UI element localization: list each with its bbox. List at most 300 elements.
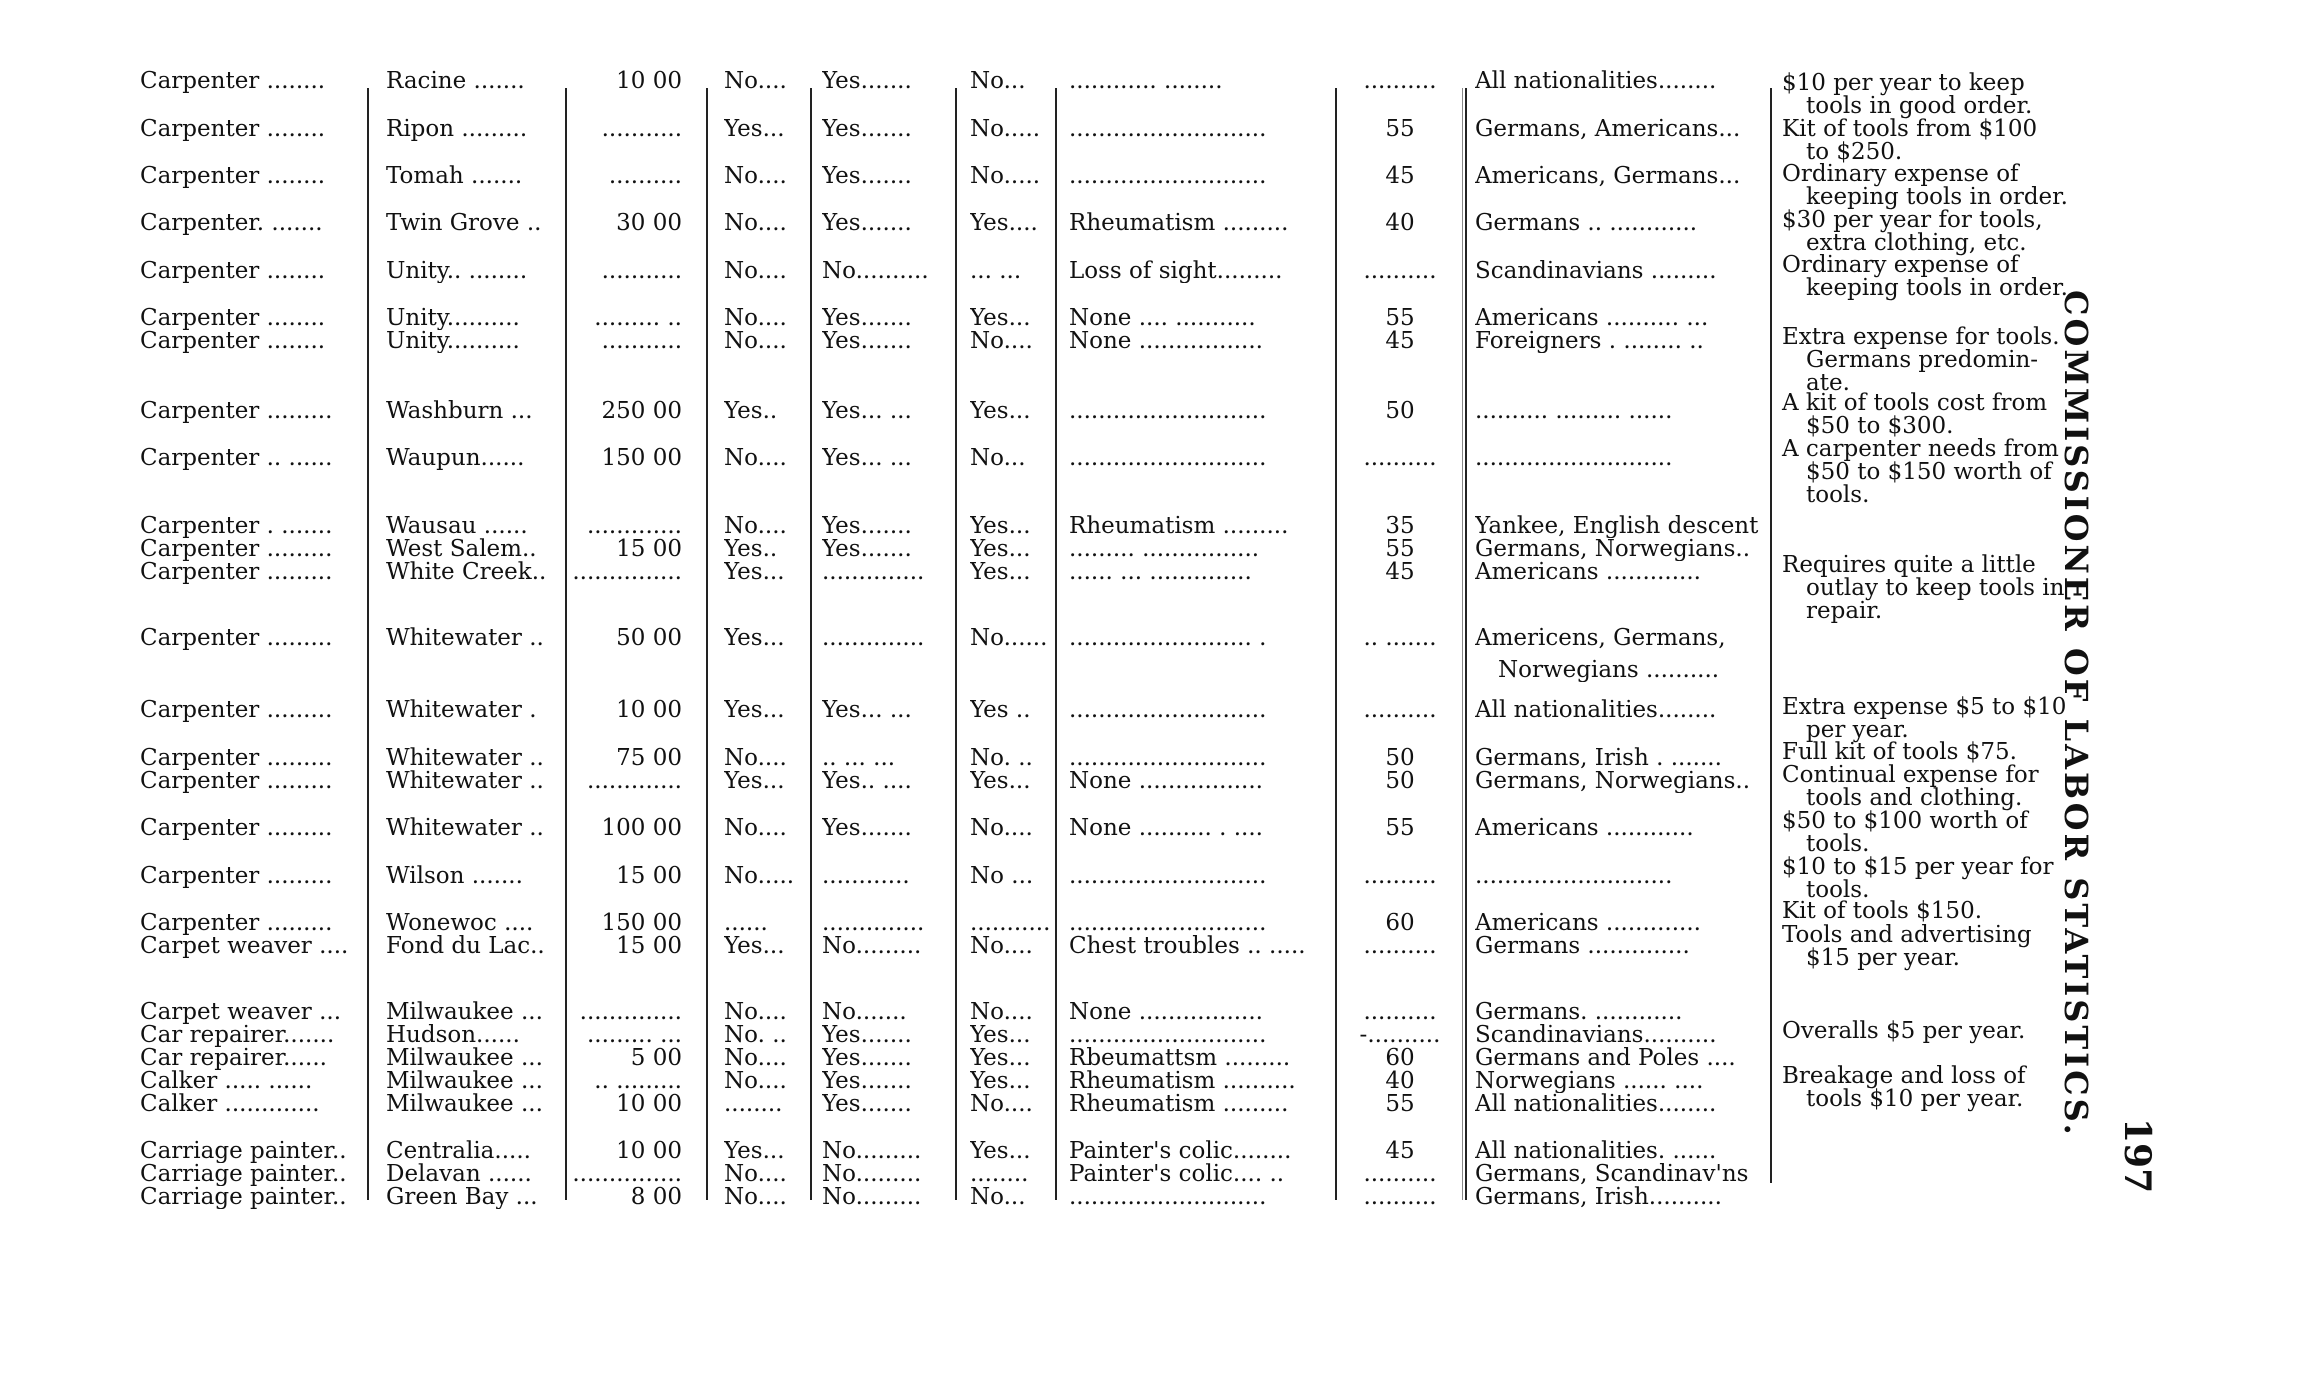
- cell-amt: 10 00: [616, 1092, 682, 1116]
- cell-disease: ...........................: [1069, 446, 1267, 470]
- cell-nat: Germans, Americans...: [1475, 117, 1741, 141]
- cell-c3: No....: [970, 329, 1033, 353]
- cell-c1: No....: [724, 306, 787, 330]
- cell-disease: ......................... .: [1069, 626, 1267, 650]
- column-rule: [1770, 88, 1772, 1183]
- cell-occ: Carriage painter..: [140, 1185, 347, 1209]
- remark: [1782, 810, 2028, 856]
- remark-line: tools $10 per year.: [1806, 1086, 2024, 1112]
- column-rule: [810, 88, 812, 1200]
- cell-amt: 15 00: [616, 934, 682, 958]
- cell-c2: No.........: [822, 1162, 922, 1186]
- remark-line: keeping tools in order.: [1806, 184, 2068, 210]
- cell-c2: No.........: [822, 934, 922, 958]
- cell-occ: Carpenter ........: [140, 164, 326, 188]
- remark: [1782, 438, 2059, 507]
- cell-occ: Carpet weaver ...: [140, 1000, 342, 1024]
- cell-c1: No....: [724, 1185, 787, 1209]
- cell-c1: No....: [724, 1000, 787, 1024]
- cell-amt: .............: [586, 769, 682, 793]
- cell-age: 45: [1385, 164, 1415, 188]
- remark: [1782, 741, 2017, 764]
- cell-c2: No..........: [822, 259, 929, 283]
- cell-nat: Americans .............: [1475, 911, 1701, 935]
- cell-amt: 15 00: [616, 537, 682, 561]
- cell-c1: No....: [724, 259, 787, 283]
- cell-age: ..........: [1363, 864, 1437, 888]
- cell-loc: Milwaukee ...: [386, 1046, 543, 1070]
- cell-loc: Milwaukee ...: [386, 1069, 543, 1093]
- cell-loc: Wilson .......: [386, 864, 523, 888]
- cell-nat: Germans, Norwegians..: [1475, 537, 1751, 561]
- cell-c1: No....: [724, 816, 787, 840]
- cell-age: 60: [1385, 1046, 1415, 1070]
- cell-c1: No....: [724, 446, 787, 470]
- cell-nat: Foreigners . ........ ..: [1475, 329, 1704, 353]
- cell-age: 40: [1385, 1069, 1415, 1093]
- column-rule: [367, 88, 369, 1200]
- cell-disease: ...........................: [1069, 1023, 1267, 1047]
- cell-c1: No....: [724, 1046, 787, 1070]
- cell-c2: Yes.......: [822, 164, 912, 188]
- cell-amt: 150 00: [601, 911, 682, 935]
- cell-occ: Car repairer......: [140, 1046, 327, 1070]
- cell-loc: Milwaukee ...: [386, 1000, 543, 1024]
- cell-c2: Yes.......: [822, 117, 912, 141]
- cell-age: 40: [1385, 211, 1415, 235]
- cell-amt: .. .........: [594, 1069, 682, 1093]
- cell-c1: No....: [724, 211, 787, 235]
- cell-loc: Unity.. ........: [386, 259, 528, 283]
- cell-age: ..........: [1363, 698, 1437, 722]
- cell-c3: Yes...: [970, 537, 1031, 561]
- cell-nat: Germans. ............: [1475, 1000, 1683, 1024]
- cell-amt: .............: [586, 514, 682, 538]
- cell-c3: Yes...: [970, 560, 1031, 584]
- cell-c2: ..............: [822, 911, 925, 935]
- cell-occ: Carriage painter..: [140, 1139, 347, 1163]
- cell-amt: 15 00: [616, 864, 682, 888]
- cell-c2: Yes.......: [822, 1023, 912, 1047]
- cell-disease: ...........................: [1069, 864, 1267, 888]
- remark-line: A kit of tools cost from: [1782, 390, 2048, 416]
- cell-occ: Carpenter .........: [140, 769, 333, 793]
- cell-c1: ........: [724, 1092, 783, 1116]
- cell-c2: Yes.......: [822, 514, 912, 538]
- cell-nat: Americans ............: [1475, 816, 1694, 840]
- remark-line: $10 to $15 per year for: [1782, 854, 2054, 880]
- cell-amt: 10 00: [616, 69, 682, 93]
- cell-c3: No.....: [970, 117, 1041, 141]
- cell-occ: Carpenter ........: [140, 117, 326, 141]
- cell-nat: Americans .............: [1475, 560, 1701, 584]
- cell-c3: No....: [970, 1000, 1033, 1024]
- cell-c2: Yes... ...: [822, 446, 912, 470]
- cell-age: 50: [1385, 746, 1415, 770]
- cell-c2: ..............: [822, 560, 925, 584]
- column-rule: [1465, 88, 1467, 1200]
- remark-line: $50 to $100 worth of: [1782, 808, 2028, 834]
- cell-c2: ............: [822, 864, 910, 888]
- remark-line: Full kit of tools $75.: [1782, 739, 2017, 765]
- cell-nat: Germans and Poles ....: [1475, 1046, 1736, 1070]
- remark-line: tools.: [1806, 877, 1870, 903]
- remark-line: tools.: [1806, 482, 1870, 508]
- cell-disease: ...... ... ..............: [1069, 560, 1252, 584]
- cell-disease: Painter's colic.... ..: [1069, 1162, 1285, 1186]
- cell-nat: .......... ......... ......: [1475, 399, 1673, 423]
- column-rule: [706, 88, 708, 1200]
- cell-loc: Whitewater ..: [386, 746, 544, 770]
- cell-c3: No...: [970, 1185, 1026, 1209]
- cell-nat: All nationalities........: [1475, 69, 1717, 93]
- cell-nat: All nationalities........: [1475, 698, 1717, 722]
- remark-line: repair.: [1806, 598, 1883, 624]
- cell-loc: Whitewater .: [386, 698, 537, 722]
- cell-amt: 75 00: [616, 746, 682, 770]
- cell-nat: Scandinavians .........: [1475, 259, 1717, 283]
- cell-c1: No....: [724, 746, 787, 770]
- cell-age: ..........: [1363, 1162, 1437, 1186]
- cell-c3: No....: [970, 816, 1033, 840]
- cell-c2: Yes.. ....: [822, 769, 912, 793]
- cell-c1: Yes...: [724, 560, 785, 584]
- cell-nat: Germans, Norwegians..: [1475, 769, 1751, 793]
- remark: [1782, 72, 2032, 118]
- cell-loc: Tomah .......: [386, 164, 523, 188]
- cell-occ: Carriage painter..: [140, 1162, 347, 1186]
- cell-age: 55: [1385, 306, 1415, 330]
- cell-c2: .. ... ...: [822, 746, 896, 770]
- cell-occ: Carpenter .........: [140, 626, 333, 650]
- cell-c2: No.........: [822, 1139, 922, 1163]
- cell-disease: Rheumatism ..........: [1069, 1069, 1296, 1093]
- remark: [1782, 1065, 2026, 1111]
- cell-age: 50: [1385, 399, 1415, 423]
- cell-c3: No....: [970, 934, 1033, 958]
- cell-nat: ...........................: [1475, 864, 1673, 888]
- cell-occ: Carpenter . .......: [140, 514, 333, 538]
- cell-nat: Germans, Scandinav'ns: [1475, 1162, 1749, 1186]
- cell-loc: White Creek..: [386, 560, 547, 584]
- cell-amt: ......... ..: [594, 306, 682, 330]
- cell-age: -..........: [1359, 1023, 1441, 1047]
- cell-c2: Yes.......: [822, 69, 912, 93]
- remark-line: keeping tools in order.: [1806, 275, 2068, 301]
- cell-c1: No.....: [724, 864, 795, 888]
- remark: [1782, 924, 2032, 970]
- cell-loc: Green Bay ...: [386, 1185, 538, 1209]
- cell-nat: Scandinavians..........: [1475, 1023, 1717, 1047]
- cell-occ: Carpenter .........: [140, 537, 333, 561]
- cell-occ: Carpenter. .......: [140, 211, 323, 235]
- cell-occ: Carpenter .........: [140, 816, 333, 840]
- cell-c1: Yes...: [724, 117, 785, 141]
- cell-occ: Carpenter .........: [140, 864, 333, 888]
- cell-age: 35: [1385, 514, 1415, 538]
- remark-line: $10 per year to keep: [1782, 70, 2025, 96]
- cell-occ: Carpet weaver ....: [140, 934, 349, 958]
- cell-occ: Carpenter .........: [140, 746, 333, 770]
- cell-age: ..........: [1363, 1185, 1437, 1209]
- cell-c3: Yes...: [970, 1069, 1031, 1093]
- remark-line: Tools and advertising: [1782, 922, 2032, 948]
- cell-age: ..........: [1363, 934, 1437, 958]
- cell-amt: 5 00: [630, 1046, 682, 1070]
- cell-c3: No...: [970, 69, 1026, 93]
- cell-c2: Yes.......: [822, 1092, 912, 1116]
- cell-nat: Yankee, English descent: [1475, 514, 1759, 538]
- cell-amt: 8 00: [630, 1185, 682, 1209]
- cell-c3: ........: [970, 1162, 1029, 1186]
- cell-c3: ... ...: [970, 259, 1022, 283]
- cell-age: 45: [1385, 1139, 1415, 1163]
- cell-nat: All nationalities. ......: [1475, 1139, 1717, 1163]
- cell-amt: ..........: [608, 164, 682, 188]
- cell-c3: No....: [970, 1092, 1033, 1116]
- cell-loc: Wausau ......: [386, 514, 528, 538]
- cell-c3: Yes...: [970, 306, 1031, 330]
- cell-disease: ...........................: [1069, 698, 1267, 722]
- cell-age: 50: [1385, 769, 1415, 793]
- remark-line: Breakage and loss of: [1782, 1063, 2026, 1089]
- remark: [1782, 696, 2066, 742]
- cell-amt: 150 00: [601, 446, 682, 470]
- cell-loc: Waupun......: [386, 446, 525, 470]
- remark-line: Extra expense for tools.: [1782, 324, 2060, 350]
- cell-c1: No....: [724, 1162, 787, 1186]
- running-head: COMMISSIONER OF LABOR STATISTICS.: [2057, 290, 2095, 1138]
- cell-c2: Yes... ...: [822, 399, 912, 423]
- remark-line: extra clothing, etc.: [1806, 230, 2027, 256]
- remark-line: $15 per year.: [1806, 945, 1960, 971]
- cell-loc: Fond du Lac..: [386, 934, 545, 958]
- cell-disease: ......... ................: [1069, 537, 1260, 561]
- remark-line: $50 to $300.: [1806, 413, 1954, 439]
- remark: [1782, 118, 2037, 164]
- cell-c1: Yes...: [724, 769, 785, 793]
- cell-c3: No...: [970, 446, 1026, 470]
- cell-age: ..........: [1363, 259, 1437, 283]
- remark: [1782, 392, 2047, 438]
- cell-c3: No......: [970, 626, 1048, 650]
- cell-c2: Yes... ...: [822, 698, 912, 722]
- cell-age: 60: [1385, 911, 1415, 935]
- cell-occ: Carpenter .........: [140, 911, 333, 935]
- cell-loc: Hudson......: [386, 1023, 520, 1047]
- cell-c3: Yes...: [970, 399, 1031, 423]
- cell-occ: Carpenter .........: [140, 560, 333, 584]
- cell-loc: Twin Grove ..: [386, 211, 542, 235]
- cell-nat: Germans, Irish..........: [1475, 1185, 1722, 1209]
- cell-disease: Loss of sight.........: [1069, 259, 1283, 283]
- cell-c2: Yes.......: [822, 306, 912, 330]
- cell-c2: ..............: [822, 626, 925, 650]
- cell-c2: Yes.......: [822, 1046, 912, 1070]
- cell-occ: Calker .............: [140, 1092, 320, 1116]
- remark: [1782, 209, 2043, 255]
- remark-line: Extra expense $5 to $10: [1782, 694, 2067, 720]
- cell-age: 55: [1385, 1092, 1415, 1116]
- cell-c1: No....: [724, 329, 787, 353]
- remark-line: Continual expense for: [1782, 762, 2039, 788]
- cell-disease: ...........................: [1069, 1185, 1267, 1209]
- remark-line: ate.: [1806, 370, 1850, 396]
- cell-disease: ...........................: [1069, 399, 1267, 423]
- cell-nat: Germans .. ............: [1475, 211, 1698, 235]
- cell-amt: 10 00: [616, 1139, 682, 1163]
- cell-amt: 100 00: [601, 816, 682, 840]
- cell-nat: Norwegians ...... ....: [1475, 1069, 1704, 1093]
- cell-c3: Yes...: [970, 1023, 1031, 1047]
- cell-loc: Wonewoc ....: [386, 911, 534, 935]
- cell-nat: Americans .......... ...: [1475, 306, 1709, 330]
- cell-c1: ......: [724, 911, 768, 935]
- cell-age: 55: [1385, 117, 1415, 141]
- cell-occ: Calker ..... ......: [140, 1069, 313, 1093]
- cell-age: ..........: [1363, 1000, 1437, 1024]
- cell-age: 55: [1385, 537, 1415, 561]
- remark: [1782, 163, 2068, 209]
- cell-occ: Carpenter ........: [140, 329, 326, 353]
- remark-line: Kit of tools $150.: [1782, 898, 1983, 924]
- remark-line: Kit of tools from $100: [1782, 116, 2038, 142]
- cell-c1: No....: [724, 164, 787, 188]
- cell-disease: None .................: [1069, 1000, 1263, 1024]
- cell-age: .. .......: [1363, 626, 1437, 650]
- cell-nat: Americans, Germans...: [1475, 164, 1741, 188]
- cell-disease: ...........................: [1069, 164, 1267, 188]
- cell-amt: 30 00: [616, 211, 682, 235]
- remark-line: Ordinary expense of: [1782, 252, 2019, 278]
- cell-amt: 50 00: [616, 626, 682, 650]
- cell-age: 55: [1385, 816, 1415, 840]
- remark-line: tools and clothing.: [1806, 785, 2023, 811]
- remark: [1782, 764, 2039, 810]
- remark: [1782, 856, 2053, 902]
- cell-c1: No. ..: [724, 1023, 787, 1047]
- cell-amt: 10 00: [616, 698, 682, 722]
- cell-age: ..........: [1363, 69, 1437, 93]
- cell-disease: ...........................: [1069, 117, 1267, 141]
- cell-c2: Yes.......: [822, 329, 912, 353]
- cell-loc: Delavan ......: [386, 1162, 532, 1186]
- cell-disease: Rbeumattsm .........: [1069, 1046, 1291, 1070]
- remark-line: outlay to keep tools in: [1806, 575, 2065, 601]
- remark-line: Overalls $5 per year.: [1782, 1018, 2026, 1044]
- cell-c1: Yes...: [724, 698, 785, 722]
- cell-c2: Yes.......: [822, 1069, 912, 1093]
- cell-occ: Car repairer.......: [140, 1023, 335, 1047]
- cell-loc: Milwaukee ...: [386, 1092, 543, 1116]
- remark-line: tools.: [1806, 831, 1870, 857]
- cell-nat: Germans, Irish . .......: [1475, 746, 1722, 770]
- cell-age: ..........: [1363, 446, 1437, 470]
- cell-loc: Whitewater ..: [386, 816, 544, 840]
- cell-c2: Yes.......: [822, 537, 912, 561]
- cell-c3: ...........: [970, 911, 1051, 935]
- column-rule: [1055, 88, 1057, 1200]
- cell-c3: Yes ..: [970, 698, 1031, 722]
- remark: [1782, 554, 2064, 623]
- cell-c1: Yes..: [724, 399, 778, 423]
- cell-c1: Yes..: [724, 537, 778, 561]
- cell-occ: Carpenter ........: [140, 306, 326, 330]
- cell-occ: Carpenter .........: [140, 698, 333, 722]
- remark-line: per year.: [1806, 717, 1909, 743]
- cell-disease: Rheumatism .........: [1069, 211, 1289, 235]
- cell-loc: Washburn ...: [386, 399, 533, 423]
- cell-disease: Rheumatism .........: [1069, 1092, 1289, 1116]
- cell-amt: ...........: [601, 117, 682, 141]
- cell-c3: No ...: [970, 864, 1034, 888]
- cell-disease: ...........................: [1069, 746, 1267, 770]
- remark-line: Requires quite a little: [1782, 552, 2036, 578]
- cell-c1: No....: [724, 514, 787, 538]
- cell-c3: Yes...: [970, 1046, 1031, 1070]
- column-rule: [565, 88, 567, 1200]
- cell-disease: Chest troubles .. .....: [1069, 934, 1306, 958]
- cell-amt: ...........: [601, 259, 682, 283]
- cell-amt: ...........: [601, 329, 682, 353]
- cell-loc: Ripon .........: [386, 117, 528, 141]
- cell-occ: Carpenter .. ......: [140, 446, 333, 470]
- remark: [1782, 1020, 2025, 1043]
- cell-c1: Yes...: [724, 1139, 785, 1163]
- cell-c2: Yes.......: [822, 816, 912, 840]
- cell-nat-continuation: Norwegians ..........: [1498, 658, 1720, 682]
- remark-line: Ordinary expense of: [1782, 161, 2019, 187]
- remark: [1782, 326, 2060, 395]
- remark-line: Germans predomin-: [1806, 347, 2039, 373]
- cell-amt: ...............: [572, 560, 682, 584]
- cell-c3: Yes...: [970, 769, 1031, 793]
- cell-nat: Germans ..............: [1475, 934, 1690, 958]
- cell-age: 45: [1385, 560, 1415, 584]
- cell-disease: None .......... . ....: [1069, 816, 1263, 840]
- cell-c3: No. ..: [970, 746, 1033, 770]
- cell-nat: ...........................: [1475, 446, 1673, 470]
- cell-loc: West Salem..: [386, 537, 537, 561]
- cell-loc: Centralia.....: [386, 1139, 531, 1163]
- remark-line: A carpenter needs from: [1782, 436, 2059, 462]
- cell-c1: No....: [724, 1069, 787, 1093]
- cell-disease: None .... ...........: [1069, 306, 1256, 330]
- cell-disease: Rheumatism .........: [1069, 514, 1289, 538]
- cell-loc: Racine .......: [386, 69, 525, 93]
- cell-loc: Unity..........: [386, 306, 520, 330]
- cell-c3: Yes....: [970, 211, 1038, 235]
- column-rule: [1335, 88, 1337, 1200]
- cell-nat: All nationalities........: [1475, 1092, 1717, 1116]
- remark-line: $50 to $150 worth of: [1806, 459, 2052, 485]
- column-rule: [1462, 88, 1463, 1200]
- cell-disease: ............ ........: [1069, 69, 1223, 93]
- cell-c1: No....: [724, 69, 787, 93]
- remark-line: $30 per year for tools,: [1782, 207, 2043, 233]
- cell-amt: ...............: [572, 1162, 682, 1186]
- cell-disease: Painter's colic........: [1069, 1139, 1292, 1163]
- cell-c1: Yes...: [724, 934, 785, 958]
- cell-c2: No.......: [822, 1000, 907, 1024]
- cell-disease: None .................: [1069, 329, 1263, 353]
- cell-loc: Whitewater ..: [386, 626, 544, 650]
- cell-loc: Whitewater ..: [386, 769, 544, 793]
- cell-age: 45: [1385, 329, 1415, 353]
- remark: [1782, 900, 1982, 923]
- cell-c3: Yes...: [970, 1139, 1031, 1163]
- column-rule: [955, 88, 957, 1200]
